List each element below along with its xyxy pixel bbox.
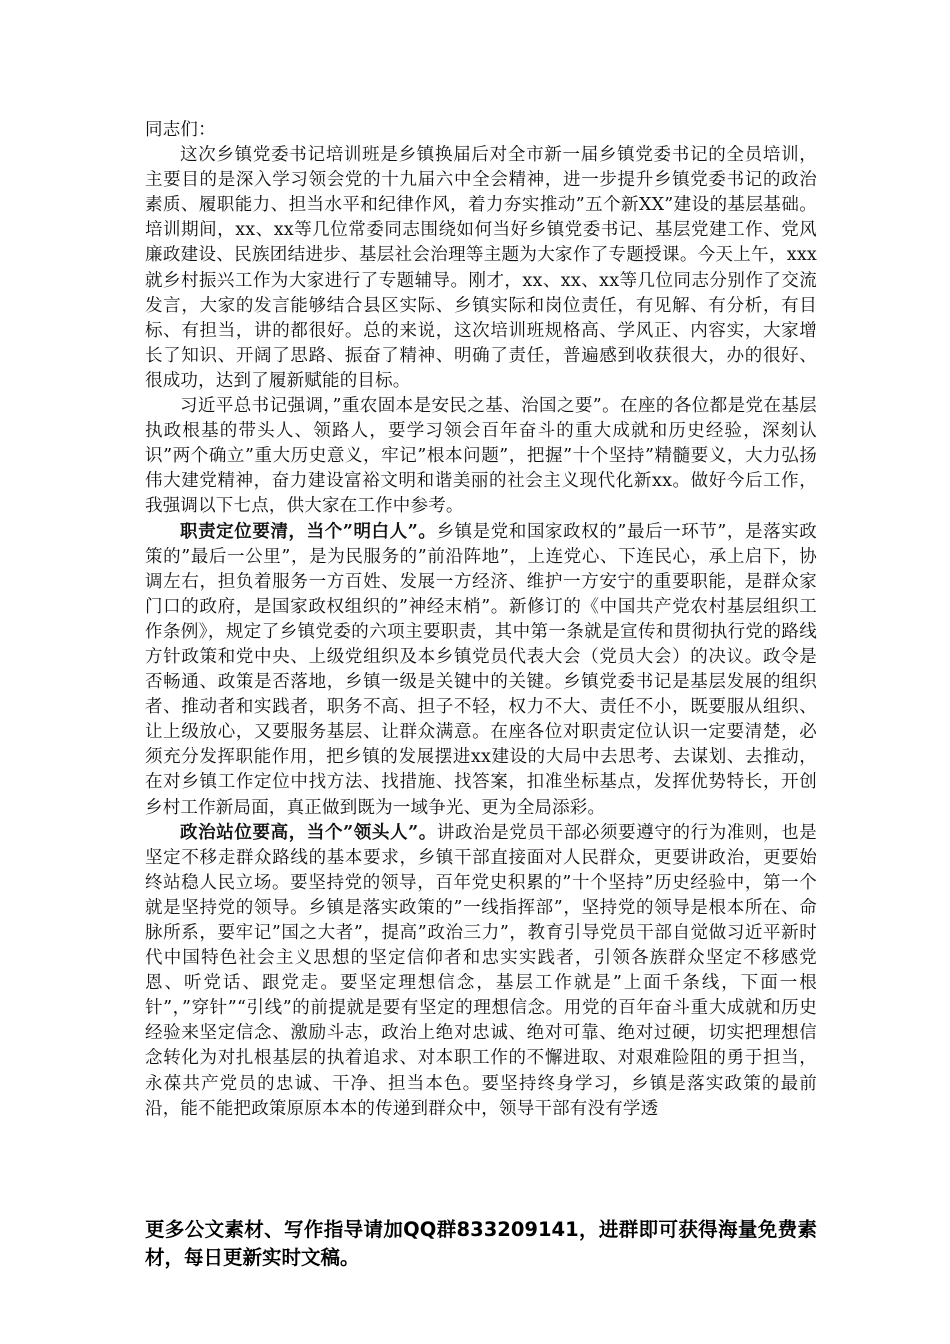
salutation: 同志们： [145, 120, 216, 140]
paragraph-1: 这次乡镇党委书记培训班是乡镇换届后对全市新一届乡镇党委书记的全员培训，主要目的是深入学习领会党的十九届六中全会精神，进一步提升乡镇党委书记的政治素质、履职能力、担当水平和纪律作风，着力夯实推动”五个新XX”建设的基层基础。培训期间，xx、xx等几位常委同志围绕如何当好乡镇党委书记、基层党建工作、党风廉政建设、民族团结进步、基层社会治理等主题为大家作了专题授课。今天上午，xxx就乡村振兴工作为大家进行了专题辅导。刚才，xx、xx、xx等几位同志分别作了交流发言，大家的发言能够结合县区实际、乡镇实际和岗位责任，有见解、有分析，有目标、有担当，讲的都很好。总的来说，这次培训班规格高、学风正、内容实，大家增长了知识、开阔了思路、振奋了精神、明确了责任，普遍感到收获很大，办的很好、很成功，达到了履新赋能的目标。 [145, 145, 817, 391]
paragraph-4-text: 讲政治是党员干部必须要遵守的行为准则，也是坚定不移走群众路线的基本要求，乡镇干部直接面对人民群众，更要讲政治，更要始终站稳人民立场。要坚持党的领导，百年党史积累的”十个坚持”历史经验中，第一个就是坚持党的领导。乡镇是落实政策的”一线指挥部”，坚持党的领导是根本所在、命脉所系，要牢记”国之大者”，提高”政治三力”，教育引导党员干部自觉做习近平新时代中国特色社会主义思想的坚定信仰者和忠实实践者，引领各族群众坚定不移感党恩、听党话、跟党走。要坚定理想信念，基层工作就是”上面千条线，下面一根针”，”穿针”“引线”的前提就是要有坚定的理想信念。用党的百年奋斗重大成就和历史经验来坚定信念、激励斗志，政治上绝对忠诚、绝对可靠、绝对过硬，切实把理想信念转化为对扎根基层的执着追求、对本职工作的不懈进取、对艰难险阻的勇于担当，永葆共产党员的忠诚、干净、担当本色。要坚持终身学习，乡镇是落实政策的最前沿，能不能把政策原原本本的传递到群众中，领导干部有没有学透 [145, 822, 817, 1119]
paragraph-3 [145, 520, 817, 821]
paragraph-4-heading: 政治站位要高，当个”领头人”。 [180, 822, 437, 843]
paragraph-3-text: 乡镇是党和国家政权的”最后一环节”，是落实政策的”最后一公里”，是为民服务的”前沿阵地”，上连党心、下连民心，承上启下，协调左右，担负着服务一方百姓、发展一方经济、维护一方安宁的重要职能，是群众家门口的政府，是国家政权组织的”神经末梢”。新修订的《中国共产党农村基层组织工作条例》，规定了乡镇党委的六项主要职责，其中第一条就是宣传和贯彻执行党的路线方针政策和党中央、上级党组织及本乡镇党员代表大会（党员大会）的决议。政令是否畅通、政策是否落地，乡镇一级是关键中的关键。乡镇党委书记是基层发展的组织者、推动者和实践者，职务不高、担子不轻，权力不大、责任不小，既要服从组织、让上级放心，又要服务基层、让群众满意。在座各位对职责定位认识一定要清楚，必须充分发挥职能作用，把乡镇的发展摆进xx建设的大局中去思考、去谋划、去推动，在对乡镇工作定位中找方法、找措施、找答案，扣准坐标基点，发挥优势特长，开创乡村工作新局面，真正做到既为一域争光、更为全局添彩。 [145, 521, 817, 818]
footer-promo-note: 更多公文素材、写作指导请加QQ群833209141，进群即可获得海量免费素材，每日更新实时文稿。 [145, 1218, 817, 1269]
paragraph-4 [145, 821, 817, 1122]
paragraph-2: 习近平总书记强调，”重农固本是安民之基、治国之要”。在座的各位都是党在基层执政根基的带头人、领路人，要学习领会百年奋斗的重大成就和历史经验，深刻认识”两个确立”重大历史意义，牢记”根本问题”，把握”十个坚持”精髓要义，大力弘扬伟大建党精神，奋力建设富裕文明和谐美丽的社会主义现代化新xx。做好今后工作，我强调以下七点，供大家在工作中参考。 [145, 396, 817, 517]
document-body [145, 118, 817, 1122]
paragraph-3-heading: 职责定位要清，当个”明白人”。 [180, 521, 437, 542]
